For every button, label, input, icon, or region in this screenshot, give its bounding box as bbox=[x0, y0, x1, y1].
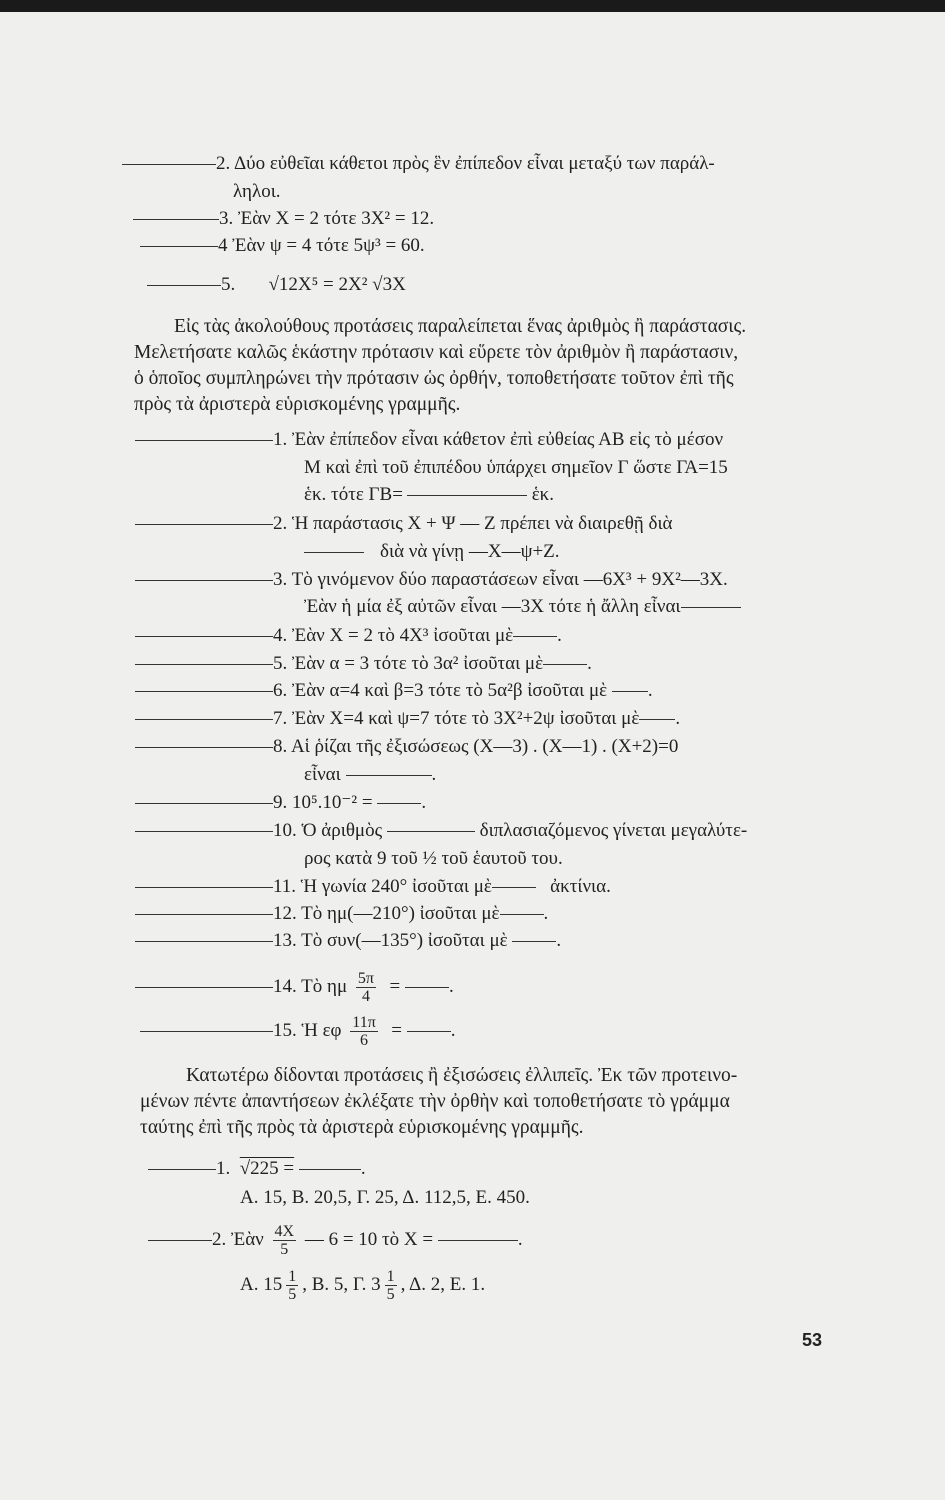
answer-blank[interactable] bbox=[135, 987, 273, 988]
item-b7: 7. Ἐὰν Χ=4 καὶ ψ=7 τότε τὸ 3Χ²+2ψ ἰσοῦται μὲ . bbox=[135, 707, 680, 731]
item-b8: 8. Αἱ ῥίζαι τῆς ἐξισώσεως (Χ—3) . (Χ—1) . (Χ+2)=0 bbox=[135, 735, 678, 759]
instruction-b: Εἰς τὰς ἀκολούθους προτάσεις παραλείπεται ἕνας ἀριθμὸς ἢ παράστασις. Μελετήσατε καλῶς ἑκάστην πρότασιν καὶ εὕρετε τὸν ἀριθμὸν ἢ παράστασιν, ὁ ὁποῖος συμπληρώνει τὴν πρότασιν ὡς ὀρθήν, τοποθετήσατε τοῦτον ἐπὶ τῆς πρὸς τὰ ἀριστερὰ εὑρισκομένης γραμμῆς. bbox=[134, 316, 747, 415]
inline-blank[interactable] bbox=[612, 691, 648, 692]
fraction: $\frac{11\pi}{6}$ bbox=[352, 1014, 376, 1049]
fraction: $\frac{1}{5}$ bbox=[386, 1268, 395, 1303]
item-b1-line3: ἑκ. τότε ΓΒ= ἑκ. bbox=[304, 484, 554, 505]
inline-blank[interactable] bbox=[492, 887, 536, 888]
item-b6: 6. Ἐὰν α=4 καὶ β=3 τότε τὸ 5α²β ἰσοῦται μὲ . bbox=[135, 679, 653, 703]
page-number: 53 bbox=[802, 1330, 823, 1350]
item-a5: 5. √12Χ⁵ = 2Χ² √3Χ bbox=[147, 273, 406, 297]
item-b3-cont: Ἐὰν ἡ μία ἐξ αὐτῶν εἶναι —3Χ τότε ἡ ἄλλη εἶναι bbox=[304, 595, 741, 619]
item-b4: 4. Ἐὰν Χ = 2 τὸ 4Χ³ ἰσοῦται μὲ . bbox=[135, 624, 562, 648]
item-b11: 11. Ἡ γωνία 240° ἰσοῦται μὲ ἀκτίνια. bbox=[135, 875, 611, 899]
inline-blank[interactable] bbox=[438, 1240, 518, 1241]
item-a2-cont: ληλοι. bbox=[233, 181, 281, 202]
answer-blank[interactable] bbox=[147, 285, 221, 286]
answer-blank[interactable] bbox=[135, 691, 273, 692]
inline-blank[interactable] bbox=[513, 636, 557, 637]
answer-blank[interactable] bbox=[148, 1240, 212, 1241]
inline-blank[interactable] bbox=[639, 719, 675, 720]
inline-blank[interactable] bbox=[387, 831, 475, 832]
item-b1-line2: Μ καὶ ἐπὶ τοῦ ἐπιπέδου ὑπάρχει σημεῖον Γ ὥστε ΓΑ=15 bbox=[304, 457, 728, 478]
item-a3: 3. Ἐὰν Χ = 2 τότε 3Χ² = 12. bbox=[133, 207, 434, 231]
fraction: $\frac{1}{5}$ bbox=[288, 1268, 297, 1303]
answer-blank[interactable] bbox=[135, 941, 273, 942]
item-b2-cont: διὰ νὰ γίνῃ —Χ—ψ+Ζ. bbox=[304, 540, 560, 564]
item-b13: 13. Τὸ συν(—135°) ἰσοῦται μὲ . bbox=[135, 929, 561, 953]
item-c2: 2. Ἐὰν $\frac{4X}{5}$ — 6 = 10 τὸ Χ = . bbox=[148, 1223, 523, 1258]
item-b15: 15. Ἡ εφ $\frac{11\pi}{6}$ = . bbox=[140, 1014, 455, 1049]
inline-blank[interactable] bbox=[407, 1031, 451, 1032]
answer-blank[interactable] bbox=[135, 719, 273, 720]
answer-blank[interactable] bbox=[122, 164, 216, 165]
item-a4: 4 Ἐὰν ψ = 4 τότε 5ψ³ = 60. bbox=[140, 234, 425, 258]
inline-blank[interactable] bbox=[405, 987, 449, 988]
item-a2: 2. Δύο εὐθεῖαι κάθετοι πρὸς ἓν ἐπίπεδον εἶναι μεταξύ των παράλ- bbox=[122, 152, 715, 176]
item-b8-cont: εἶναι . bbox=[304, 764, 437, 785]
inline-blank[interactable] bbox=[304, 552, 364, 553]
item-b2: 2. Ἡ παράστασις Χ + Ψ — Ζ πρέπει νὰ διαιρεθῇ διὰ bbox=[135, 512, 673, 536]
item-b10: 10. Ὁ ἀριθμὸς διπλασιαζόμενος γίνεται μεγαλύτε- bbox=[135, 819, 747, 843]
fraction: $\frac{5\pi}{4}$ bbox=[357, 970, 374, 1005]
item-b3: 3. Τὸ γινόμενον δύο παραστάσεων εἶναι —6Χ³ + 9Χ²—3Χ. bbox=[135, 568, 728, 592]
answer-blank[interactable] bbox=[140, 246, 218, 247]
inline-blank[interactable] bbox=[346, 775, 432, 776]
item-b12: 12. Τὸ ημ(—210°) ἰσοῦται μὲ . bbox=[135, 902, 548, 926]
answer-blank[interactable] bbox=[135, 524, 273, 525]
inline-blank[interactable] bbox=[512, 941, 556, 942]
inline-blank[interactable] bbox=[407, 495, 527, 496]
answer-blank[interactable] bbox=[135, 440, 273, 441]
answer-blank[interactable] bbox=[135, 664, 273, 665]
answer-blank[interactable] bbox=[135, 914, 273, 915]
top-border bbox=[0, 0, 945, 12]
inline-blank[interactable] bbox=[377, 803, 421, 804]
answer-blank[interactable] bbox=[135, 636, 273, 637]
fraction: $\frac{4X}{5}$ bbox=[274, 1223, 295, 1258]
answer-blank[interactable] bbox=[135, 803, 273, 804]
item-b1: 1. Ἐὰν ἐπίπεδον εἶναι κάθετον ἐπὶ εὐθείας ΑΒ εἰς τὸ μέσον bbox=[135, 428, 723, 452]
inline-blank[interactable] bbox=[299, 1169, 361, 1170]
answer-blank[interactable] bbox=[135, 887, 273, 888]
item-b9: 9. 10⁵.10⁻² = . bbox=[135, 791, 426, 815]
inline-blank[interactable] bbox=[681, 607, 741, 608]
answer-blank[interactable] bbox=[133, 219, 219, 220]
answer-blank[interactable] bbox=[135, 580, 273, 581]
answer-blank[interactable] bbox=[135, 831, 273, 832]
inline-blank[interactable] bbox=[543, 664, 587, 665]
item-b10-cont: ρος κατὰ 9 τοῦ ½ τοῦ ἑαυτοῦ του. bbox=[304, 848, 563, 869]
instruction-c: Κατωτέρω δίδονται προτάσεις ἢ ἐξισώσεις ἐλλιπεῖς. Ἐκ τῶν προτεινο- μένων πέντε ἀπαντήσεων ἐκλέξατε τὴν ὀρθὴν καὶ τοποθετήσατε τὸ γράμμα ταύτης ἐπὶ τῆς πρὸς τὰ ἀριστερὰ εὑρισκομένης γραμμῆς. bbox=[140, 1065, 738, 1138]
item-c1-options: Α. 15, Β. 20,5, Γ. 25, Δ. 112,5, Ε. 450. bbox=[240, 1187, 530, 1208]
item-b5: 5. Ἐὰν α = 3 τότε τὸ 3α² ἰσοῦται μὲ . bbox=[135, 652, 592, 676]
item-c1: 1. √225 = . bbox=[148, 1157, 366, 1181]
item-b14: 14. Τὸ ημ $\frac{5\pi}{4}$ = . bbox=[135, 970, 454, 1005]
answer-blank[interactable] bbox=[140, 1031, 273, 1032]
inline-blank[interactable] bbox=[500, 914, 544, 915]
item-c2-options: Α. 15 $\frac{1}{5}$ , Β. 5, Γ. 3 $\frac{1}{5}$ , Δ. 2, Ε. 1. bbox=[240, 1268, 486, 1303]
answer-blank[interactable] bbox=[135, 747, 273, 748]
answer-blank[interactable] bbox=[148, 1169, 216, 1170]
